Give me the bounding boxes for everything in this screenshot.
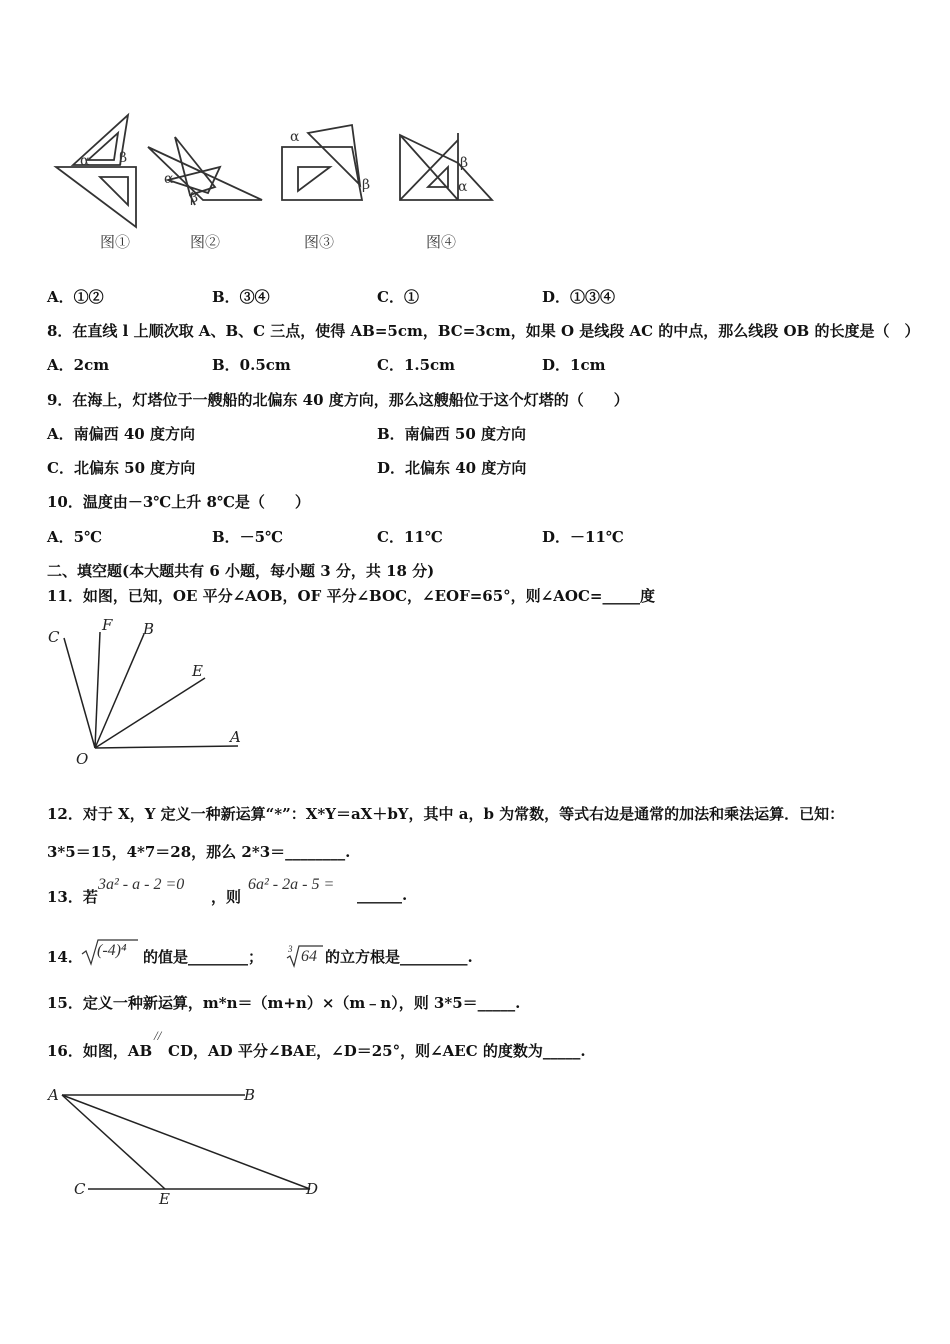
q9-option-d[interactable]: D．北偏东 40 度方向 bbox=[377, 459, 527, 477]
q7-fig3-beta: β bbox=[362, 177, 371, 193]
q10-option-a[interactable]: A．5℃ bbox=[47, 528, 103, 546]
q16-label-b: B bbox=[244, 1086, 256, 1104]
q8-option-c[interactable]: C．1.5cm bbox=[377, 356, 456, 374]
q10-option-b[interactable]: B．－5℃ bbox=[212, 528, 284, 546]
q14-cube-radicand: 64 bbox=[301, 948, 317, 965]
q15-stem: 15．定义一种新运算，m*n＝（m+n）×（m﹣n），则 3*5＝_____. bbox=[47, 994, 521, 1012]
q16-label-e: E bbox=[159, 1190, 170, 1208]
q7-figure-4 bbox=[400, 133, 492, 200]
q8-option-b[interactable]: B．0.5cm bbox=[212, 356, 291, 374]
q14-text2: 的立方根是_________. bbox=[325, 948, 473, 966]
q10-option-d[interactable]: D．－11℃ bbox=[542, 528, 624, 546]
q10-option-c[interactable]: C．11℃ bbox=[377, 528, 443, 546]
q14-prefix: 14． bbox=[47, 948, 83, 966]
q16-label-d: D bbox=[306, 1180, 319, 1198]
q7-fig4-beta: β bbox=[460, 155, 469, 171]
q8-stem: 8．在直线 l 上顺次取 A、B、C 三点，使得 AB=5cm，BC=3cm，如果 O 是线段 AC 的中点，那么线段 OB 的长度是（ ） bbox=[47, 322, 920, 340]
q16-label-a: A bbox=[48, 1086, 59, 1104]
q11-label-f: F bbox=[102, 616, 113, 634]
q7-fig2-beta: β bbox=[190, 190, 199, 206]
q14-cube-index: 3 bbox=[288, 944, 293, 954]
q7-option-b[interactable]: B．③④ bbox=[212, 288, 270, 306]
q7-figure-3-label: 图③ bbox=[304, 233, 335, 251]
q11-label-a: A bbox=[230, 728, 241, 746]
q13-expression: 6a² - 2a - 5 = bbox=[248, 876, 335, 893]
q7-figure-1-label: 图① bbox=[100, 233, 131, 251]
q16-label-c: C bbox=[74, 1180, 86, 1198]
q7-figures bbox=[40, 105, 510, 255]
q7-fig2-alpha: α bbox=[164, 171, 174, 187]
q11-label-e: E bbox=[192, 662, 203, 680]
q7-figure-4-label: 图④ bbox=[426, 233, 457, 251]
q12-line1: 12．对于 X，Y 定义一种新运算“*”：X*Y＝aX＋bY，其中 a，b 为常数，等式右边是通常的加法和乘法运算．已知： bbox=[47, 805, 845, 823]
q11-label-c: C bbox=[48, 628, 60, 646]
q16-parallel-sign: // bbox=[154, 1028, 162, 1043]
q9-option-a[interactable]: A．南偏西 40 度方向 bbox=[47, 425, 195, 443]
q10-stem: 10．温度由－3℃上升 8℃是（ ） bbox=[47, 493, 310, 511]
q16-figure bbox=[40, 1080, 340, 1210]
q7-option-d[interactable]: D．①③④ bbox=[542, 288, 616, 306]
q7-figure-1 bbox=[56, 115, 136, 227]
q7-fig3-alpha: α bbox=[290, 129, 300, 145]
q9-option-b[interactable]: B．南偏西 50 度方向 bbox=[377, 425, 526, 443]
q7-fig4-alpha: α bbox=[458, 179, 468, 195]
q7-fig1-beta: β bbox=[119, 150, 128, 166]
q11-figure bbox=[40, 612, 260, 772]
q14-text1: 的值是________； bbox=[143, 948, 264, 966]
q7-figure-2-label: 图② bbox=[190, 233, 221, 251]
q8-option-a[interactable]: A．2cm bbox=[47, 356, 110, 374]
section-2-heading: 二、填空题(本大题共有 6 小题，每小题 3 分，共 18 分) bbox=[47, 562, 435, 580]
q11-label-o: O bbox=[76, 750, 89, 768]
q14-radicand: (-4)⁴ bbox=[97, 942, 127, 959]
q13-blank[interactable]: ______. bbox=[357, 886, 408, 904]
q11-label-b: B bbox=[143, 620, 155, 638]
q13-prefix: 13．若 bbox=[47, 888, 98, 906]
q11-stem: 11．如图，已知，OE 平分∠AOB，OF 平分∠BOC，∠EOF=65°，则∠AOC=_____度 bbox=[47, 587, 655, 605]
q16-prefix: 16．如图，AB bbox=[47, 1042, 153, 1060]
q7-fig1-alpha: α bbox=[80, 153, 90, 169]
q9-option-c[interactable]: C．北偏东 50 度方向 bbox=[47, 459, 196, 477]
q13-mid: ，则 bbox=[211, 888, 242, 906]
q8-option-d[interactable]: D．1cm bbox=[542, 356, 606, 374]
q9-stem: 9．在海上，灯塔位于一艘船的北偏东 40 度方向，那么这艘船位于这个灯塔的（ ） bbox=[47, 391, 629, 409]
q7-option-c[interactable]: C．① bbox=[377, 288, 419, 306]
q13-condition: 3a² - a - 2 =0 bbox=[98, 876, 185, 893]
q7-option-a[interactable]: A．①② bbox=[47, 288, 104, 306]
q16-rest: CD，AD 平分∠BAE，∠D＝25°，则∠AEC 的度数为_____. bbox=[168, 1042, 586, 1060]
q12-line2: 3*5＝15，4*7＝28，那么 2*3＝________. bbox=[47, 843, 351, 861]
